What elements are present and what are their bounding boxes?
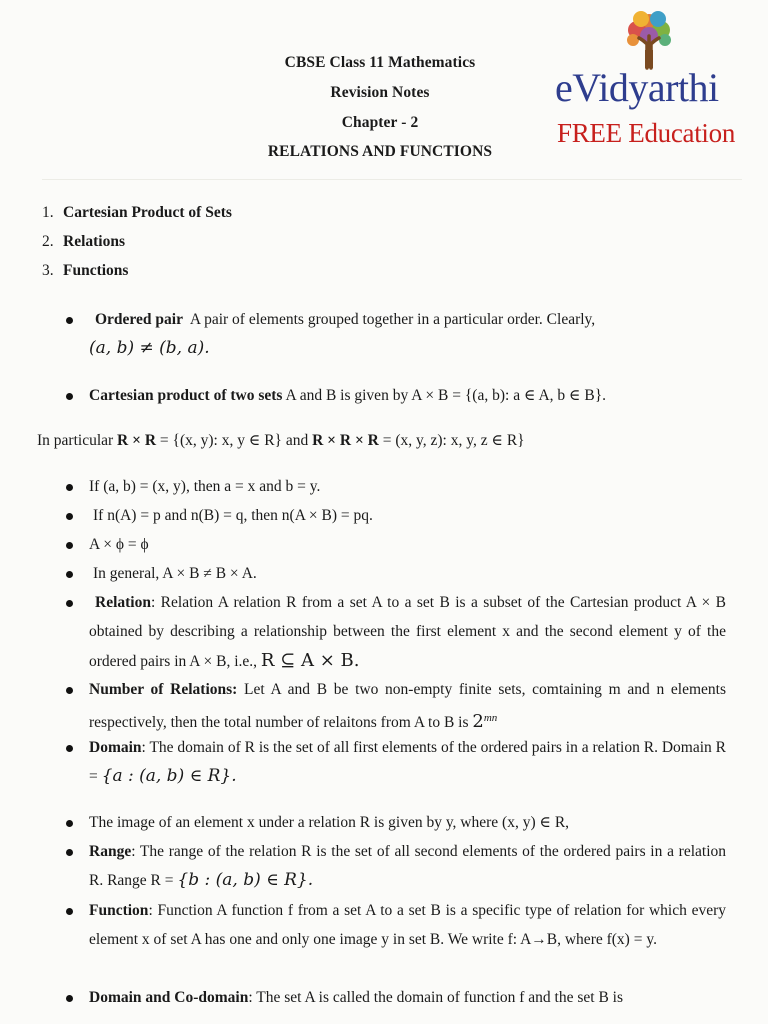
ordered-pair-text: A pair of elements grouped together in a particular order. Clearly, xyxy=(189,311,596,328)
bullet-number-of-relations xyxy=(66,675,726,737)
term-domain: Domain xyxy=(89,739,142,756)
power-base: 2 xyxy=(472,711,484,733)
bullet-icon xyxy=(66,849,73,856)
bullet-function xyxy=(66,896,726,954)
particular-bold-2: R × R × R xyxy=(312,432,379,449)
bullet-image xyxy=(66,808,726,837)
bullet-icon xyxy=(66,393,73,400)
fact-text: A × ϕ = ϕ xyxy=(89,536,149,553)
brand-tagline: FREE Education xyxy=(557,118,736,148)
term-cartesian-product: Cartesian product of two sets xyxy=(89,387,283,404)
header-course: CBSE Class 11 Mathematics xyxy=(284,54,476,71)
bullet-domain-codomain xyxy=(66,983,726,1012)
particular-text-2: = {(x, y): x, y ∈ R} and xyxy=(159,432,309,449)
fact-text: If n(A) = p and n(B) = q, then n(A × B) = pq. xyxy=(93,507,373,524)
toc-number: 3. xyxy=(42,262,54,279)
bullet-range xyxy=(66,837,726,895)
range-formula: {b : (a, b) ∈ R}. xyxy=(177,870,314,890)
bullet-icon xyxy=(66,317,73,324)
header-divider xyxy=(42,179,742,180)
bullet-fact xyxy=(66,530,726,559)
bullet-ordered-pair xyxy=(66,305,726,363)
bullet-icon xyxy=(66,513,73,520)
bullet-icon xyxy=(66,908,73,915)
cartesian-text: A and B is given by A × B = {(a, b): a ∈ A, b ∈ B}. xyxy=(285,387,607,404)
particular-text-1: In particular xyxy=(37,432,114,449)
term-function: Function xyxy=(89,902,149,919)
bullet-icon xyxy=(66,687,73,694)
relation-text: : Relation A relation R from a set A to a set B is a subset of the Cartesian product A × B obtained by describing a relationship between the first element x and the second element y of the ordered pairs in A × B, i.e., xyxy=(89,594,726,670)
ordered-pair-formula: (a, b) ≠ (b, a). xyxy=(89,338,210,358)
particular-bold-1: R × R xyxy=(117,432,157,449)
domain-text: : The domain of R is the set of all first elements of the ordered pairs in a relation R. Domain R = xyxy=(89,739,726,785)
term-range: Range xyxy=(89,843,132,860)
particular-paragraph xyxy=(37,426,737,455)
bullet-icon xyxy=(66,820,73,827)
toc-label: Relations xyxy=(63,233,125,250)
bullet-icon xyxy=(66,745,73,752)
bullet-fact xyxy=(66,501,726,530)
header-notes: Revision Notes xyxy=(330,84,430,101)
bullet-fact xyxy=(66,472,726,501)
term-ordered-pair: Ordered pair xyxy=(95,311,183,328)
term-domain-codomain: Domain and Co-domain xyxy=(89,989,249,1006)
range-text: : The range of the relation R is the set of all second elements of the ordered pairs in a relation R. Range R = xyxy=(89,843,726,889)
toc-number: 2. xyxy=(42,233,54,250)
brand-name: eVidyarthi xyxy=(555,65,719,110)
bullet-icon xyxy=(66,995,73,1002)
bullet-fact xyxy=(66,559,726,588)
term-number-of-relations: Number of Relations: xyxy=(89,681,238,698)
header-chapter-title: RELATIONS AND FUNCTIONS xyxy=(267,143,493,160)
number-of-relations-text: Let A and B be two non-empty finite sets, comtaining m and n elements respectively, then the total number of relaitons from A to B is xyxy=(89,681,726,732)
bullet-relation xyxy=(66,588,726,676)
toc-number: 1. xyxy=(42,204,54,221)
function-text: : Function A function f from a set A to a set B is a specific type of relation for which every element x of set A has one and only one image y in set B. We write f: A→B, where f(x) = y. xyxy=(89,902,726,948)
bullet-icon xyxy=(66,600,73,607)
bullet-domain xyxy=(66,733,726,791)
particular-text-3: = (x, y, z): x, y, z ∈ R} xyxy=(382,432,525,449)
domain-formula: {a : (a, b) ∈ R}. xyxy=(101,766,237,786)
relation-formula: R ⊆ A × B. xyxy=(260,650,360,671)
tree-logo-icon xyxy=(623,10,675,70)
fact-text: If (a, b) = (x, y), then a = x and b = y. xyxy=(89,478,321,495)
bullet-icon xyxy=(66,542,73,549)
bullet-cartesian-product xyxy=(66,381,726,410)
document-header xyxy=(0,0,768,190)
toc-label: Functions xyxy=(63,262,129,279)
bullet-icon xyxy=(66,484,73,491)
fact-text: In general, A × B ≠ B × A. xyxy=(93,565,257,582)
term-relation: Relation xyxy=(95,594,151,611)
bullet-icon xyxy=(66,571,73,578)
domain-codomain-text: : The set A is called the domain of function f and the set B is xyxy=(248,989,624,1006)
power-exponent: mn xyxy=(483,712,498,724)
toc-label: Cartesian Product of Sets xyxy=(63,204,232,221)
header-chapter: Chapter - 2 xyxy=(341,114,419,131)
image-text: The image of an element x under a relation R is given by y, where (x, y) ∈ R, xyxy=(89,814,570,831)
